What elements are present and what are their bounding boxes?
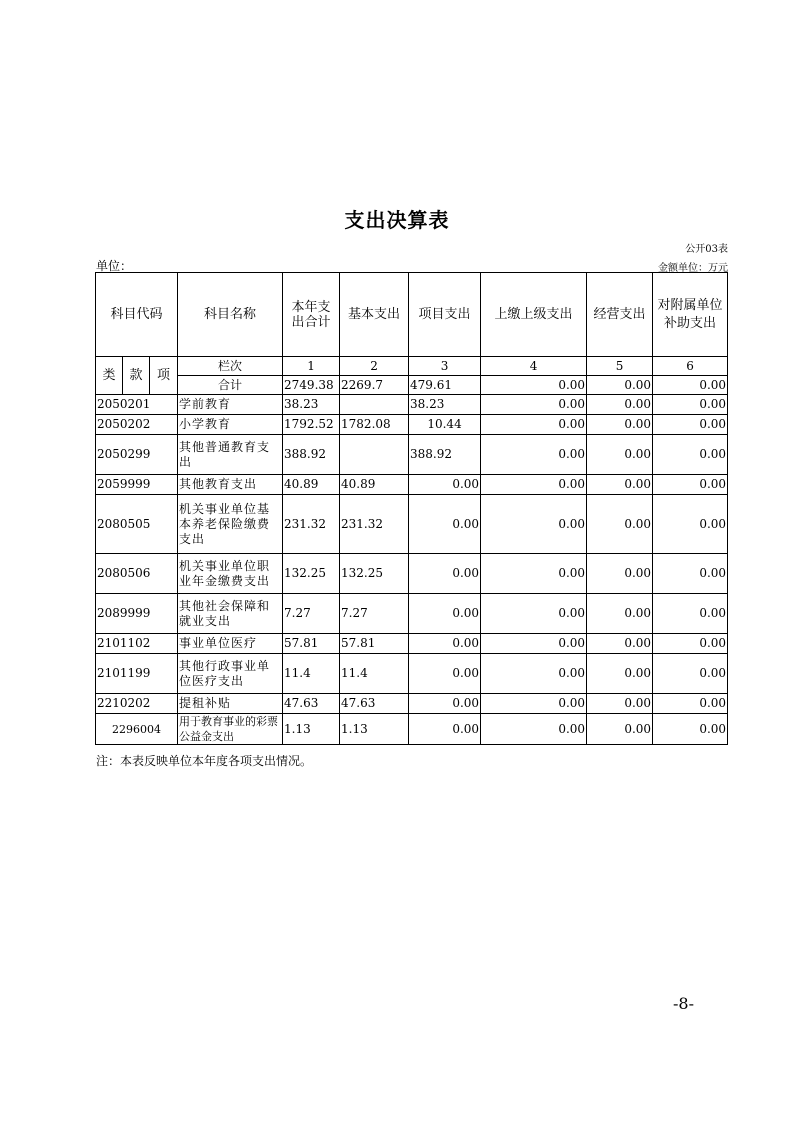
summary-label: 合计 xyxy=(178,376,283,395)
project-cell: 0.00 xyxy=(409,554,481,594)
column-number-row xyxy=(96,357,728,376)
summary-subsidy: 0.00 xyxy=(653,376,728,395)
upper-cell: 0.00 xyxy=(481,594,587,634)
subsidy-cell: 0.00 xyxy=(653,554,728,594)
subject-code: 2059999 xyxy=(96,475,178,495)
total-cell: 1792.52 xyxy=(283,415,340,435)
page-title: 支出决算表 xyxy=(344,208,450,232)
subject-code: 2101199 xyxy=(96,654,178,694)
subject-name: 小学教育 xyxy=(178,415,283,435)
operating-cell: 0.00 xyxy=(587,495,653,554)
table-row xyxy=(96,694,728,714)
header-name: 科目名称 xyxy=(178,273,283,357)
project-cell: 0.00 xyxy=(409,714,481,745)
upper-cell: 0.00 xyxy=(481,495,587,554)
subject-name: 机关事业单位职业年金缴费支出 xyxy=(178,554,283,594)
basic-cell: 132.25 xyxy=(340,554,409,594)
operating-cell: 0.00 xyxy=(587,594,653,634)
header-total: 本年支出合计 xyxy=(283,273,340,357)
form-number: 公开03表 xyxy=(685,244,728,255)
subject-code: 2050299 xyxy=(96,435,178,475)
basic-cell: 11.4 xyxy=(340,654,409,694)
operating-cell: 0.00 xyxy=(587,694,653,714)
total-cell: 132.25 xyxy=(283,554,340,594)
subsidy-cell: 0.00 xyxy=(653,654,728,694)
project-cell: 38.23 xyxy=(409,395,481,415)
total-cell: 1.13 xyxy=(283,714,340,745)
subject-code: 2050201 xyxy=(96,395,178,415)
table-row xyxy=(96,475,728,495)
upper-cell: 0.00 xyxy=(481,415,587,435)
subject-code: 2210202 xyxy=(96,694,178,714)
total-cell: 57.81 xyxy=(283,634,340,654)
column-no-2: 2 xyxy=(340,357,409,376)
upper-cell: 0.00 xyxy=(481,554,587,594)
column-no-6: 6 xyxy=(653,357,728,376)
column-no-3: 3 xyxy=(409,357,481,376)
summary-project: 479.61 xyxy=(409,376,481,395)
upper-cell: 0.00 xyxy=(481,435,587,475)
table-row xyxy=(96,594,728,634)
header-class: 类 xyxy=(96,357,123,395)
subject-name: 学前教育 xyxy=(178,395,283,415)
upper-cell: 0.00 xyxy=(481,475,587,495)
subsidy-cell: 0.00 xyxy=(653,594,728,634)
table-row xyxy=(96,554,728,594)
total-cell: 11.4 xyxy=(283,654,340,694)
project-cell: 0.00 xyxy=(409,654,481,694)
project-cell: 0.00 xyxy=(409,594,481,634)
summary-operating: 0.00 xyxy=(587,376,653,395)
upper-cell: 0.00 xyxy=(481,634,587,654)
basic-cell: 57.81 xyxy=(340,634,409,654)
total-cell: 38.23 xyxy=(283,395,340,415)
summary-total: 2749.38 xyxy=(283,376,340,395)
subject-name: 其他行政事业单位医疗支出 xyxy=(178,654,283,694)
header-operating: 经营支出 xyxy=(587,273,653,357)
project-cell: 10.44 xyxy=(409,415,481,435)
page-number: -8- xyxy=(673,994,694,1013)
subject-name: 事业单位医疗 xyxy=(178,634,283,654)
amount-unit: 金额单位：万元 xyxy=(658,263,728,274)
basic-cell: 1782.08 xyxy=(340,415,409,435)
subsidy-cell: 0.00 xyxy=(653,714,728,745)
summary-row xyxy=(96,376,728,395)
upper-cell: 0.00 xyxy=(481,694,587,714)
total-cell: 47.63 xyxy=(283,694,340,714)
project-cell: 0.00 xyxy=(409,634,481,654)
subsidy-cell: 0.00 xyxy=(653,435,728,475)
basic-cell: 1.13 xyxy=(340,714,409,745)
expenditure-table xyxy=(95,272,728,745)
operating-cell: 0.00 xyxy=(587,714,653,745)
header-code: 科目代码 xyxy=(96,273,178,357)
subsidy-cell: 0.00 xyxy=(653,495,728,554)
subject-name: 机关事业单位基本养老保险缴费支出 xyxy=(178,495,283,554)
header-subsidy: 对附属单位补助支出 xyxy=(653,273,728,357)
subsidy-cell: 0.00 xyxy=(653,395,728,415)
upper-cell: 0.00 xyxy=(481,714,587,745)
project-cell: 0.00 xyxy=(409,694,481,714)
subject-code: 2296004 xyxy=(96,714,178,745)
table-row xyxy=(96,654,728,694)
subject-code: 2080505 xyxy=(96,495,178,554)
header-item: 项 xyxy=(150,357,178,395)
subject-code: 2080506 xyxy=(96,554,178,594)
header-row xyxy=(96,273,728,357)
header-basic: 基本支出 xyxy=(340,273,409,357)
footnote: 注：本表反映单位本年度各项支出情况。 xyxy=(96,754,313,768)
total-cell: 231.32 xyxy=(283,495,340,554)
table-row xyxy=(96,495,728,554)
column-no-5: 5 xyxy=(587,357,653,376)
unit-label: 单位： xyxy=(96,259,133,273)
subject-name: 其他教育支出 xyxy=(178,475,283,495)
operating-cell: 0.00 xyxy=(587,634,653,654)
operating-cell: 0.00 xyxy=(587,415,653,435)
column-no-label: 栏次 xyxy=(178,357,283,376)
operating-cell: 0.00 xyxy=(587,435,653,475)
summary-basic: 2269.7 xyxy=(340,376,409,395)
basic-cell xyxy=(340,435,409,475)
subject-name: 其他社会保障和就业支出 xyxy=(178,594,283,634)
operating-cell: 0.00 xyxy=(587,395,653,415)
basic-cell: 7.27 xyxy=(340,594,409,634)
table-row xyxy=(96,634,728,654)
table-row xyxy=(96,714,728,745)
subject-name: 用于教育事业的彩票公益金支出 xyxy=(178,714,283,745)
header-project: 项目支出 xyxy=(409,273,481,357)
subsidy-cell: 0.00 xyxy=(653,475,728,495)
subsidy-cell: 0.00 xyxy=(653,694,728,714)
subject-code: 2050202 xyxy=(96,415,178,435)
subject-name: 提租补贴 xyxy=(178,694,283,714)
operating-cell: 0.00 xyxy=(587,654,653,694)
operating-cell: 0.00 xyxy=(587,554,653,594)
table-row xyxy=(96,415,728,435)
basic-cell: 231.32 xyxy=(340,495,409,554)
project-cell: 388.92 xyxy=(409,435,481,475)
header-upper: 上缴上级支出 xyxy=(481,273,587,357)
table-row xyxy=(96,395,728,415)
total-cell: 7.27 xyxy=(283,594,340,634)
subject-code: 2101102 xyxy=(96,634,178,654)
basic-cell xyxy=(340,395,409,415)
basic-cell: 47.63 xyxy=(340,694,409,714)
subsidy-cell: 0.00 xyxy=(653,634,728,654)
header-section: 款 xyxy=(123,357,150,395)
table-row xyxy=(96,435,728,475)
column-no-1: 1 xyxy=(283,357,340,376)
project-cell: 0.00 xyxy=(409,475,481,495)
summary-upper: 0.00 xyxy=(481,376,587,395)
upper-cell: 0.00 xyxy=(481,395,587,415)
subject-name: 其他普通教育支出 xyxy=(178,435,283,475)
total-cell: 40.89 xyxy=(283,475,340,495)
operating-cell: 0.00 xyxy=(587,475,653,495)
basic-cell: 40.89 xyxy=(340,475,409,495)
column-no-4: 4 xyxy=(481,357,587,376)
upper-cell: 0.00 xyxy=(481,654,587,694)
subsidy-cell: 0.00 xyxy=(653,415,728,435)
subject-code: 2089999 xyxy=(96,594,178,634)
total-cell: 388.92 xyxy=(283,435,340,475)
project-cell: 0.00 xyxy=(409,495,481,554)
